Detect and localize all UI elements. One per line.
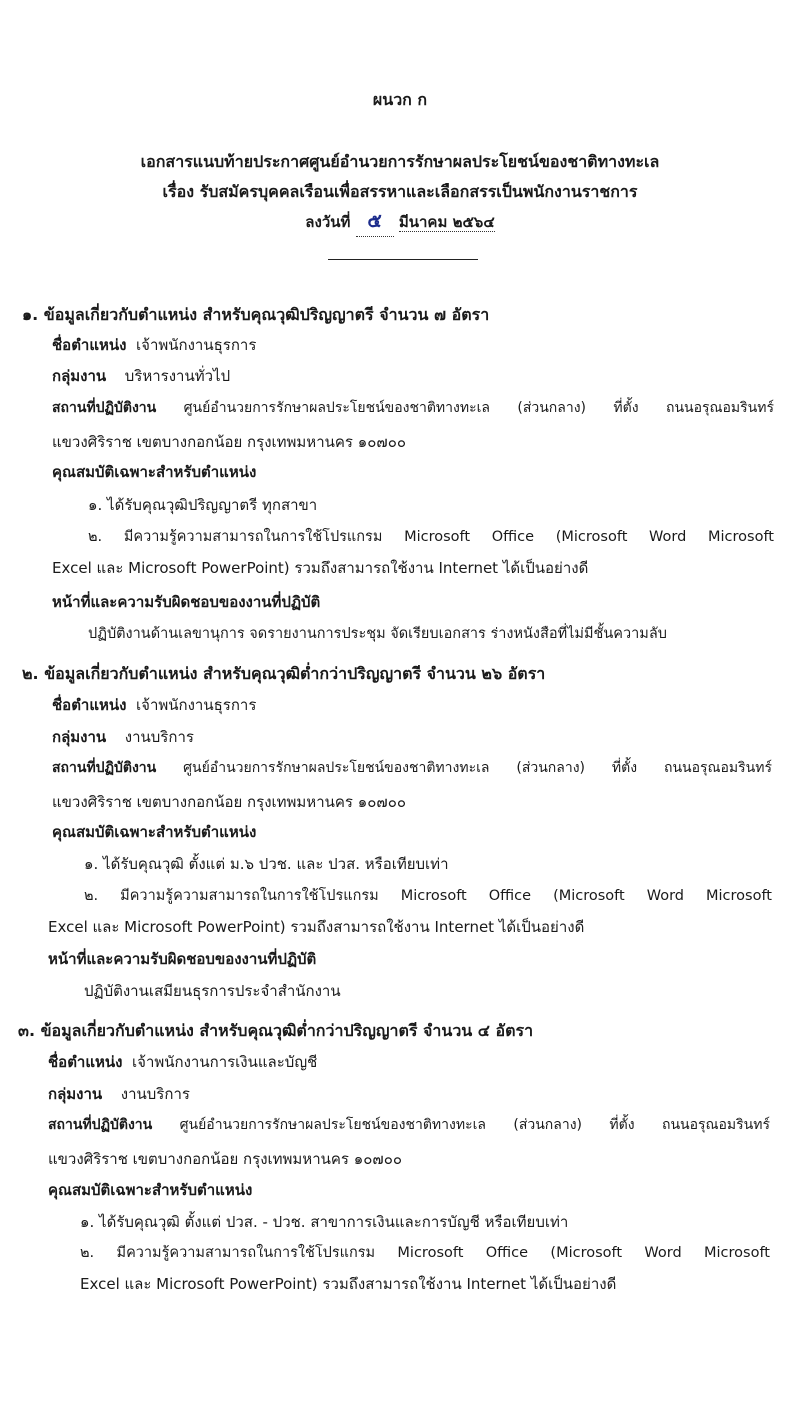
section-1-workplace	[52, 397, 774, 419]
section-1-group	[52, 364, 230, 388]
section-3-group	[48, 1082, 190, 1106]
section-2-qual-1: ๑. ได้รับคุณวุฒิ ตั้งแต่ ม.๖ ปวช. และ ปวส. หรือเทียบเท่า	[84, 855, 449, 873]
section-1-position	[52, 333, 256, 357]
section-1-workplace-cont: แขวงศิริราช เขตบางกอกน้อย กรุงเทพมหานคร ๑๐๗๐๐	[52, 433, 407, 451]
position-value: เจ้าพนักงานการเงินและบัญชี	[132, 1053, 318, 1071]
workplace-value: ศูนย์อำนวยการรักษาผลประโยชน์ของชาติทางทะเล (ส่วนกลาง) ที่ตั้ง ถนนอรุณอมรินทร์	[183, 760, 772, 776]
section-1-qual-2-cont: Excel และ Microsoft PowerPoint) รวมถึงสามารถใช้งาน Internet ได้เป็นอย่างดี	[52, 559, 589, 577]
annex-title: ผนวก ก	[372, 90, 428, 109]
group-label: กลุ่มงาน	[52, 367, 107, 385]
workplace-label: สถานที่ปฏิบัติงาน	[52, 400, 157, 416]
section-2-qual-2-cont: Excel และ Microsoft PowerPoint) รวมถึงสามารถใช้งาน Internet ได้เป็นอย่างดี	[48, 918, 585, 936]
header-divider	[328, 259, 478, 260]
section-1-heading: ๑. ข้อมูลเกี่ยวกับตำแหน่ง สำหรับคุณวุฒิปริญญาตรี จำนวน ๗ อัตรา	[22, 305, 490, 324]
section-2-workplace	[52, 757, 772, 779]
date-month-year: มีนาคม ๒๕๖๔	[398, 213, 495, 231]
section-3-position	[48, 1050, 317, 1074]
section-1-qual-label: คุณสมบัติเฉพาะสำหรับตำแหน่ง	[52, 463, 257, 481]
position-label: ชื่อตำแหน่ง	[52, 336, 127, 354]
section-1-duty-label: หน้าที่และความรับผิดชอบของงานที่ปฏิบัติ	[52, 593, 321, 611]
section-2-heading: ๒. ข้อมูลเกี่ยวกับตำแหน่ง สำหรับคุณวุฒิต่ำกว่าปริญญาตรี จำนวน ๒๖ อัตรา	[22, 664, 546, 683]
section-2-position	[52, 693, 256, 717]
section-3-qual-1: ๑. ได้รับคุณวุฒิ ตั้งแต่ ปวส. - ปวช. สาขาการเงินและการบัญชี หรือเทียบเท่า	[80, 1213, 569, 1231]
date-day-handwritten: ๕	[356, 206, 394, 237]
section-3-workplace	[48, 1114, 770, 1136]
workplace-label: สถานที่ปฏิบัติงาน	[52, 760, 157, 776]
section-2-qual-2: ๒. มีความรู้ความสามารถในการใช้โปรแกรม Microsoft Office (Microsoft Word Microsoft	[84, 888, 772, 904]
date-prefix: ลงวันที่	[305, 213, 351, 231]
position-label: ชื่อตำแหน่ง	[48, 1053, 123, 1071]
position-label: ชื่อตำแหน่ง	[52, 696, 127, 714]
group-value: งานบริการ	[120, 1085, 190, 1103]
header-line-2: เรื่อง รับสมัครบุคคลเรือนเพื่อสรรหาและเลือกสรรเป็นพนักงานราชการ	[162, 182, 638, 201]
workplace-value: ศูนย์อำนวยการรักษาผลประโยชน์ของชาติทางทะเล (ส่วนกลาง) ที่ตั้ง ถนนอรุณอมรินทร์	[183, 400, 774, 416]
group-label: กลุ่มงาน	[52, 728, 107, 746]
workplace-label: สถานที่ปฏิบัติงาน	[48, 1117, 153, 1133]
section-2-duty-label: หน้าที่และความรับผิดชอบของงานที่ปฏิบัติ	[48, 950, 317, 968]
header-line-1: เอกสารแนบท้ายประกาศศูนย์อำนวยการรักษาผลประโยชน์ของชาติทางทะเล	[140, 152, 660, 171]
group-value: บริหารงานทั่วไป	[124, 367, 231, 385]
group-label: กลุ่มงาน	[48, 1085, 103, 1103]
section-2-group	[52, 725, 194, 749]
section-2-qual-label: คุณสมบัติเฉพาะสำหรับตำแหน่ง	[52, 823, 257, 841]
position-value: เจ้าพนักงานธุรการ	[136, 336, 257, 354]
section-3-workplace-cont: แขวงศิริราช เขตบางกอกน้อย กรุงเทพมหานคร ๑๐๗๐๐	[48, 1150, 403, 1168]
header-date	[0, 206, 800, 237]
group-value: งานบริการ	[124, 728, 194, 746]
section-3-heading: ๓. ข้อมูลเกี่ยวกับตำแหน่ง สำหรับคุณวุฒิต่ำกว่าปริญญาตรี จำนวน ๔ อัตรา	[18, 1021, 534, 1040]
section-1-qual-1: ๑. ได้รับคุณวุฒิปริญญาตรี ทุกสาขา	[88, 496, 318, 514]
section-1-duty-value: ปฏิบัติงานด้านเลขานุการ จดรายงานการประชุม จัดเรียบเอกสาร ร่างหนังสือที่ไม่มีชั้นความลับ	[88, 626, 667, 642]
section-3-qual-label: คุณสมบัติเฉพาะสำหรับตำแหน่ง	[48, 1181, 253, 1199]
section-2-duty-value: ปฏิบัติงานเสมียนธุรการประจำสำนักงาน	[84, 982, 341, 1000]
section-1-qual-2: ๒. มีความรู้ความสามารถในการใช้โปรแกรม Microsoft Office (Microsoft Word Microsoft	[88, 529, 774, 545]
section-2-workplace-cont: แขวงศิริราช เขตบางกอกน้อย กรุงเทพมหานคร ๑๐๗๐๐	[52, 793, 407, 811]
position-value: เจ้าพนักงานธุรการ	[136, 696, 257, 714]
section-3-qual-2: ๒. มีความรู้ความสามารถในการใช้โปรแกรม Microsoft Office (Microsoft Word Microsoft	[80, 1245, 770, 1261]
section-3-qual-2-cont: Excel และ Microsoft PowerPoint) รวมถึงสามารถใช้งาน Internet ได้เป็นอย่างดี	[80, 1275, 617, 1293]
workplace-value: ศูนย์อำนวยการรักษาผลประโยชน์ของชาติทางทะเล (ส่วนกลาง) ที่ตั้ง ถนนอรุณอมรินทร์	[179, 1117, 770, 1133]
